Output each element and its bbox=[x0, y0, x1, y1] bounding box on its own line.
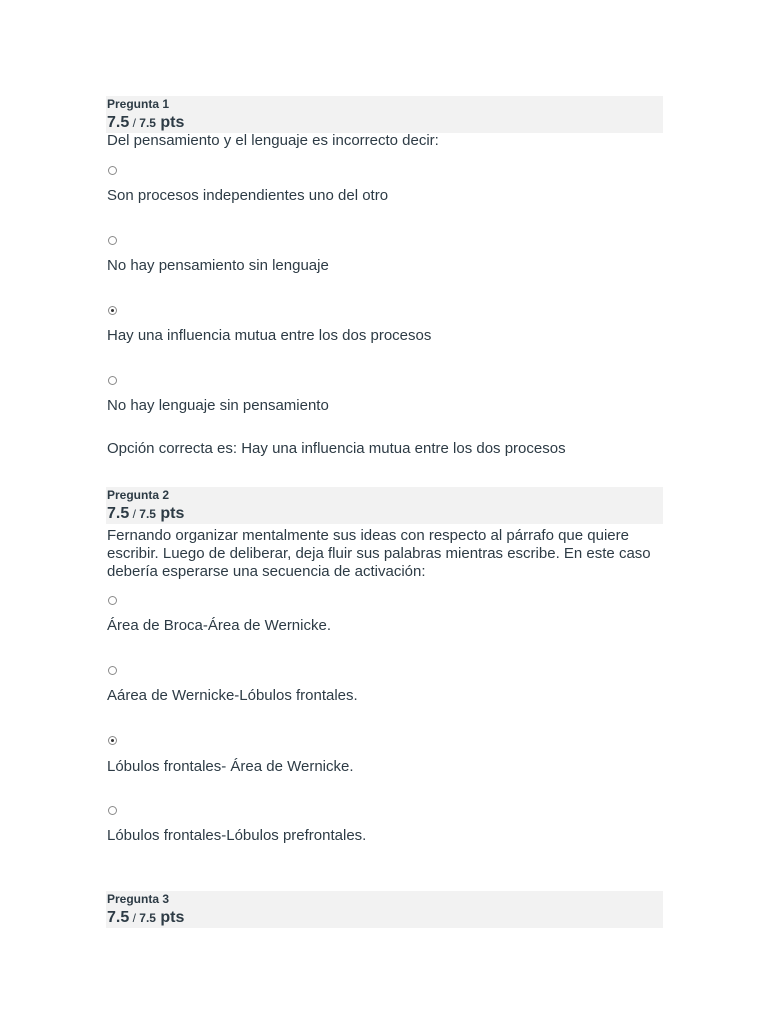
question-prompt-line: Fernando organizar mentalmente sus ideas con respecto al párrafo que quiere bbox=[107, 527, 629, 544]
question-title: Pregunta 1 bbox=[107, 97, 170, 111]
question-prompt-line: escribir. Luego de deliberar, deja fluir sus palabras mientras escribe. En este caso bbox=[107, 545, 651, 562]
question-3-header bbox=[106, 891, 663, 928]
score-unit: pts bbox=[155, 114, 185, 131]
question-title: Pregunta 3 bbox=[107, 892, 170, 906]
score-max: 7.5 bbox=[139, 911, 156, 925]
answer-label: Son procesos independientes uno del otro bbox=[107, 187, 389, 204]
question-prompt: Del pensamiento y el lenguaje es incorrecto decir: bbox=[107, 132, 439, 149]
score-max: 7.5 bbox=[139, 116, 156, 130]
answer-radio[interactable] bbox=[108, 376, 117, 385]
question-score bbox=[107, 505, 184, 523]
score-unit: pts bbox=[155, 909, 185, 926]
answer-radio[interactable] bbox=[108, 166, 117, 175]
question-score bbox=[107, 909, 184, 927]
answer-radio[interactable] bbox=[108, 236, 117, 245]
answer-radio-selected[interactable] bbox=[108, 306, 117, 315]
question-title: Pregunta 2 bbox=[107, 488, 170, 502]
score-value: 7.5 bbox=[107, 114, 130, 131]
score-unit: pts bbox=[155, 505, 185, 522]
answer-radio-selected[interactable] bbox=[108, 736, 117, 745]
answer-label: No hay pensamiento sin lenguaje bbox=[107, 257, 329, 274]
score-separator: / bbox=[129, 911, 140, 925]
answer-label: Lóbulos frontales- Área de Wernicke. bbox=[107, 758, 354, 775]
question-2-header bbox=[106, 487, 663, 524]
answer-radio[interactable] bbox=[108, 806, 117, 815]
answer-radio[interactable] bbox=[108, 666, 117, 675]
answer-label: Hay una influencia mutua entre los dos procesos bbox=[107, 327, 432, 344]
answer-label: Lóbulos frontales-Lóbulos prefrontales. bbox=[107, 827, 367, 844]
answer-label: Área de Broca-Área de Wernicke. bbox=[107, 617, 331, 634]
score-separator: / bbox=[129, 116, 140, 130]
correct-answer-note: Opción correcta es: Hay una influencia mutua entre los dos procesos bbox=[107, 440, 566, 457]
answer-radio[interactable] bbox=[108, 596, 117, 605]
question-prompt-line: debería esperarse una secuencia de activación: bbox=[107, 563, 426, 580]
answer-label: Aárea de Wernicke-Lóbulos frontales. bbox=[107, 687, 358, 704]
score-value: 7.5 bbox=[107, 505, 130, 522]
question-score bbox=[107, 114, 184, 132]
score-max: 7.5 bbox=[139, 507, 156, 521]
question-1-header bbox=[106, 96, 663, 133]
score-value: 7.5 bbox=[107, 909, 130, 926]
score-separator: / bbox=[129, 507, 140, 521]
answer-label: No hay lenguaje sin pensamiento bbox=[107, 397, 329, 414]
